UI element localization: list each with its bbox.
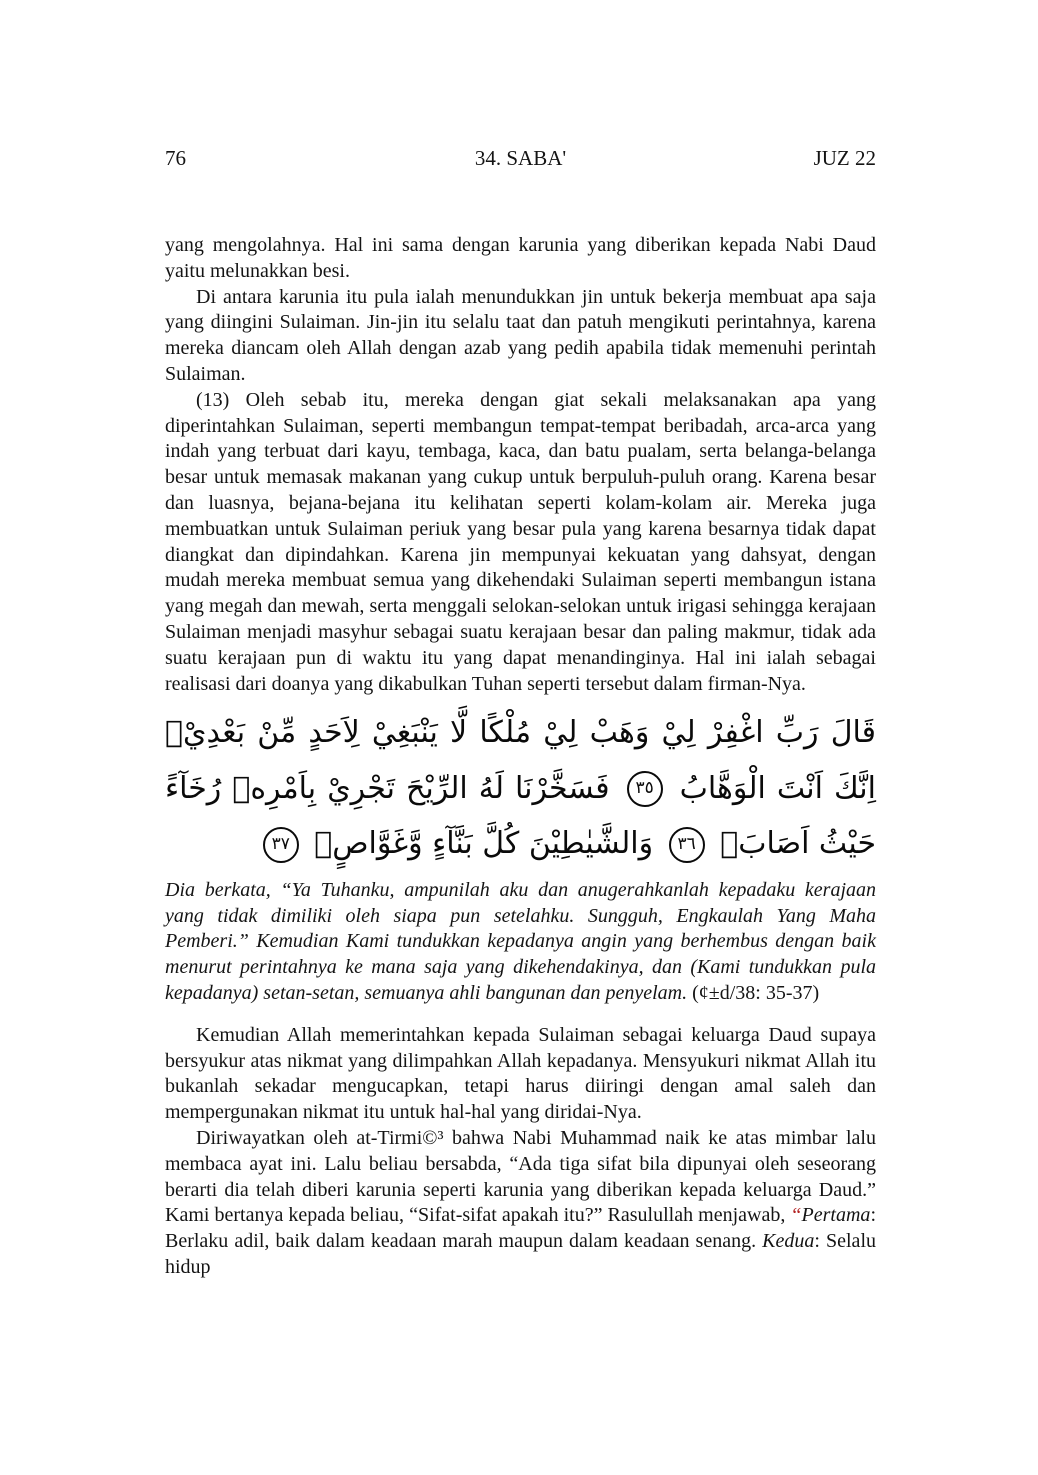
verse-reference: (¢±d/38: 35-37) — [692, 982, 820, 1005]
page-body — [165, 233, 876, 1281]
paragraph-hadis-tirmidzi — [165, 1126, 876, 1281]
translation-text: Dia berkata, “Ya Tuhanku, ampunilah aku dan anugerahkanlah kepadaku kerajaan yang tidak dimiliki oleh siapa pun setelahku. Sungguh, Engkaulah Yang Maha Pemberi.” Kemudian Kami tundukkan kepadanya angin yang berhembus dengan baik menurut perintahnya ke mana saja yang dikehendakinya, dan (Kami tundukkan pula kepadanya) setan-setan, semuanya ahli bangunan dan penyelam. — [165, 878, 876, 1005]
arabic-segment-2: فَسَخَّرْنَا لَهُ الرِّيْحَ تَجْرِيْ بِاَمْرِهٖ رُخَآءً حَيْثُ اَصَابَۙ — [165, 770, 876, 862]
juz-label: JUZ 22 — [813, 146, 876, 170]
hadis-text-3: : Selalu hidup — [165, 1230, 876, 1278]
arabic-segment-1: قَالَ رَبِّ اغْفِرْ لِيْ وَهَبْ لِيْ مُلْكًا لَّا يَنْبَغِيْ لِاَحَدٍ مِّنْ بَعْدِيْۚ اِنَّكَ اَنْتَ الْوَهَّابُ — [165, 715, 876, 806]
surah-title: 34. SABA' — [474, 146, 567, 170]
paragraph-karunia-jin: Di antara karunia itu pula ialah menundukkan jin untuk bekerja membuat apa saja yang diingini Sulaiman. Jin-jin itu selalu taat dan patuh mengikuti perintahnya, karena mereka diancam oleh Allah dengan azab yang pedih apabila tidak memenuhi perintah Sulaiman. — [165, 285, 876, 385]
hadis-term-pertama: Pertama — [801, 1204, 871, 1227]
red-quote-mark: “ — [790, 1204, 802, 1227]
page-header — [165, 146, 876, 171]
quran-arabic-verse — [165, 705, 876, 872]
paragraph-continuation: yang mengolahnya. Hal ini sama dengan karunia yang diberikan kepada Nabi Daud yaitu melunakkan besi. — [165, 234, 876, 282]
paragraph-syukur: Kemudian Allah memerintahkan kepada Sulaiman sebagai keluarga Daud supaya bersyukur atas nikmat yang dilimpahkan Allah kepadanya. Mensyukuri nikmat Allah itu bukanlah sekadar mengucapkan, tetapi harus diiringi dengan amal saleh dan mempergunakan nikmat itu untuk hal-hal yang diridai-Nya. — [165, 1023, 876, 1124]
hadis-term-kedua: Kedua — [762, 1230, 815, 1253]
hadis-text-2: : Berlaku adil, baik dalam keadaan marah maupun dalam keadaan senang. — [165, 1204, 876, 1253]
ayah-number-35: ٣٥ — [627, 771, 663, 807]
hadis-text-1: Diriwayatkan oleh at-Tirmi©³ bahwa Nabi Muhammad naik ke atas mimbar lalu membaca ayat ini. Lalu beliau bersabda, “Ada tiga sifat bila dipunyai oleh seseorang berarti dia telah diberi karunia seperti karunia yang diberikan kepada keluarga Daud.” Kami bertanya kepada beliau, “Sifat-sifat apakah itu?” Rasulullah menjawab, — [165, 1127, 876, 1227]
verse-translation — [165, 878, 876, 1007]
ayah-number-37: ٣٧ — [263, 827, 299, 863]
paragraph-ayat-13: (13) Oleh sebab itu, mereka dengan giat sekali melaksanakan apa yang diperintahkan Sulaiman, seperti membangun tempat-tempat beribadah, arca-arca yang indah yang terbuat dari kayu, tembaga, kaca, dan batu pualam, serta belanga-belanga besar untuk memasak makanan yang cukup untuk berpuluh-puluh orang. Karena besar dan luasnya, bejana-bejana itu kelihatan seperti kolam-kolam air. Mereka juga membuatkan untuk Sulaiman periuk yang besar pula yang karena besarnya tidak dapat diangkat dan dipindahkan. Karena jin mempunyai kekuatan yang dahsyat, dengan mudah mereka membuat semua yang dikehendaki Sulaiman seperti membangun istana yang megah dan mewah, serta menggali selokan-selokan untuk irigasi sehingga kerajaan Sulaiman menjadi masyhur sebagai suatu kerajaan besar dan paling makmur, tidak ada suatu kerajaan pun di waktu itu yang dapat menandinginya. Hal ini ialah sebagai realisasi dari doanya yang dikabulkan Tuhan seperti tersebut dalam firman-Nya. — [165, 388, 876, 695]
ayah-number-36: ٣٦ — [669, 827, 705, 863]
page-number: 76 — [165, 146, 186, 170]
arabic-segment-3: وَالشَّيٰطِيْنَ كُلَّ بَنَّآءٍ وَّغَوَّاصٍۙ — [314, 826, 654, 862]
